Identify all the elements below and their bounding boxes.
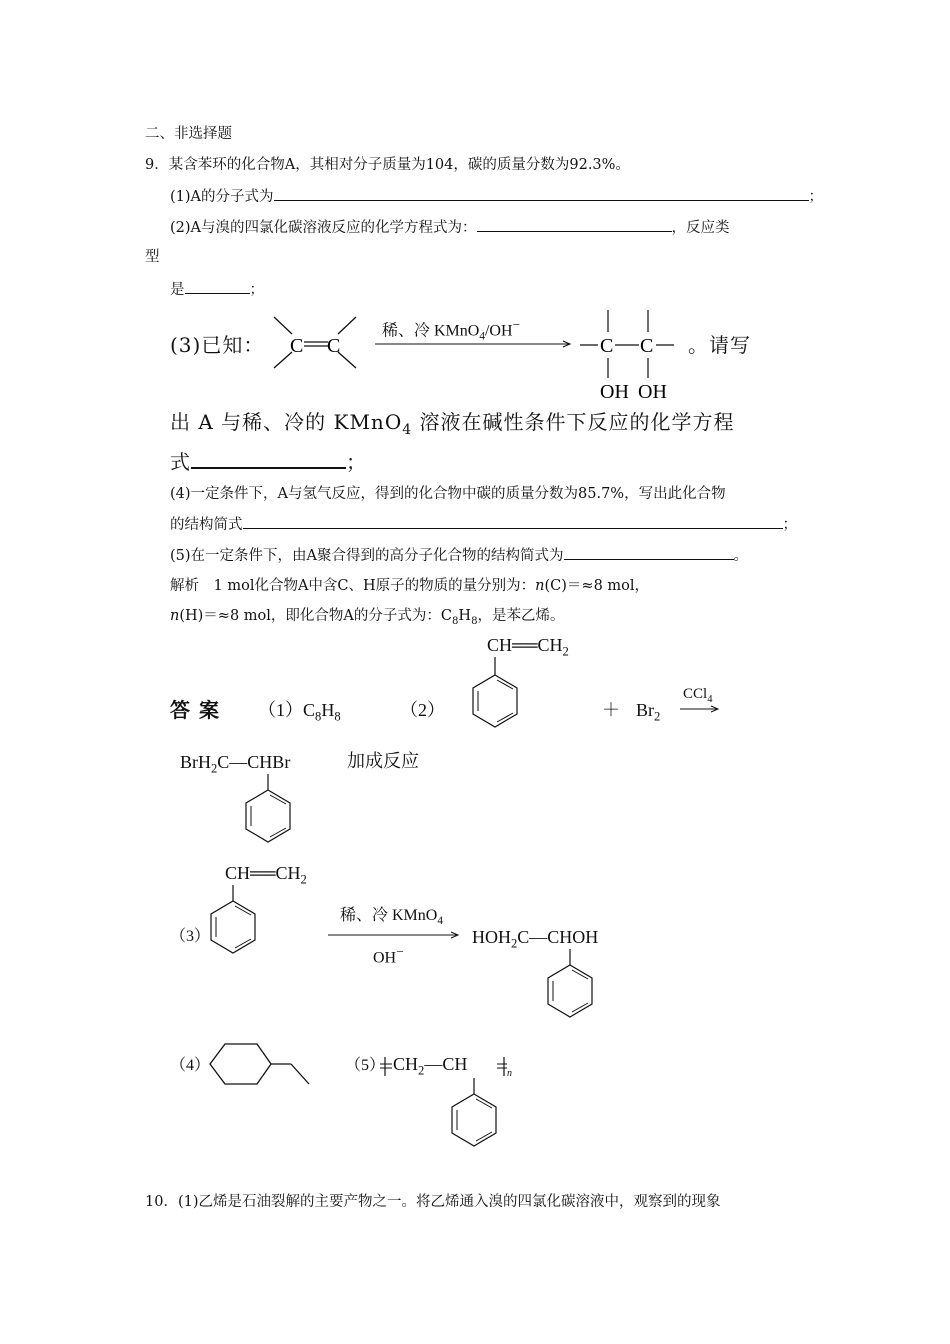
- answer-3-label: （3）: [170, 928, 211, 945]
- answer-2-label: （2）: [400, 700, 445, 720]
- plus-sign: ＋: [602, 700, 620, 720]
- polymer-bracket-left: [380, 1056, 394, 1078]
- styrene-vinyl-label: $CH══CH_2$: [487, 635, 569, 659]
- styrene-ring-3: [203, 883, 263, 968]
- svg-text:OH: OH: [600, 381, 629, 403]
- q9-part3-line2: 出 A 与稀、冷的 KMnO$_4$ 溶液在碱性条件下反应的化学方程: [170, 410, 735, 438]
- reaction-arrow: [328, 930, 463, 940]
- q9-stem: 9．某含苯环的化合物A，其相对分子质量为104，碳的质量分数为92.3%。: [145, 157, 630, 173]
- q10-stem: 10．(1)乙烯是石油裂解的主要产物之一。将乙烯通入溴的四氯化碳溶液中，观察到的现象: [145, 1194, 721, 1210]
- q9-part3-reagent: 稀、冷 KMnO$_4$/OH−: [382, 317, 521, 343]
- svg-text:C: C: [640, 335, 654, 357]
- answer-3-base: OH−: [373, 944, 404, 967]
- reaction-arrow: [680, 704, 722, 714]
- answer-blank: [274, 186, 809, 201]
- q9-part2-wrap: 型: [145, 249, 160, 265]
- dibromo-ring: [238, 772, 298, 857]
- q9-part3-after: 。请写: [688, 333, 751, 357]
- dibromo-product: BrH$_2$C—CHBr: [180, 752, 291, 776]
- q9-part2: (2)A与溴的四氯化碳溶液反应的化学方程式为： ，反应类: [170, 217, 730, 238]
- diol-product: $HOH_2C—CHOH$: [472, 927, 599, 951]
- section-title: 二、非选择题: [145, 126, 232, 142]
- svg-text:OH: OH: [638, 381, 667, 403]
- answer-5-label: （5）: [345, 1057, 386, 1074]
- answer-1: $(1)C_8H_8$: [258, 700, 341, 724]
- svg-text:C: C: [600, 335, 614, 357]
- svg-text:C: C: [290, 335, 304, 357]
- q9-part2b: 是 ；: [170, 279, 264, 300]
- diol-ring: [540, 947, 600, 1032]
- q9-part4: (4)一定条件下，A与氢气反应，得到的化合物中碳的质量分数为85.7%，写出此化合物: [170, 486, 726, 502]
- analysis-line2: n(H)＝≈8 mol，即化合物A的分子式为：$C_8H_8$，是苯乙烯。: [170, 608, 565, 627]
- reaction-arrow: [375, 339, 575, 349]
- diol-structure: [578, 308, 688, 403]
- answer-blank: [564, 545, 734, 560]
- q9-part3-label: (3)已知：: [170, 333, 265, 357]
- alkene-structure: [270, 312, 360, 372]
- analysis-line1: 解析 1 mol化合物A中含C、H原子的物质的量分别为：n(C)＝≈8 mol，: [170, 578, 650, 594]
- ethylcyclohexane: [205, 1040, 315, 1090]
- answer-4-label: （4）: [170, 1057, 211, 1074]
- answer-blank: [243, 514, 783, 529]
- bromine: $Br_2$: [636, 700, 661, 724]
- ccl4-label: CCl$_4$: [683, 686, 713, 705]
- polystyrene-chain: $CH_2—CH$: [393, 1054, 468, 1078]
- answer-blank: [191, 449, 346, 469]
- answer-label: 答 案: [170, 698, 220, 722]
- answer-blank: [185, 279, 250, 294]
- answer-blank: [477, 217, 672, 232]
- q9-part3-line3: 式 ；: [170, 450, 367, 474]
- q9-part1: (1)A的分子式为 ；: [170, 186, 823, 207]
- styrene-ring: [465, 655, 525, 740]
- polymer-n: n: [507, 1068, 512, 1079]
- polystyrene-ring: [444, 1076, 504, 1161]
- svg-text:C: C: [327, 335, 341, 357]
- q9-part4b: 的结构简式 ；: [170, 514, 797, 535]
- q9-part5: (5)在一定条件下，由A聚合得到的高分子化合物的结构简式为 。: [170, 545, 748, 566]
- answer-3-reagent: 稀、冷 KMnO$_4$: [340, 907, 443, 928]
- reaction-type: 加成反应: [347, 751, 419, 772]
- styrene-vinyl-label-3: $CH══CH_2$: [225, 863, 307, 887]
